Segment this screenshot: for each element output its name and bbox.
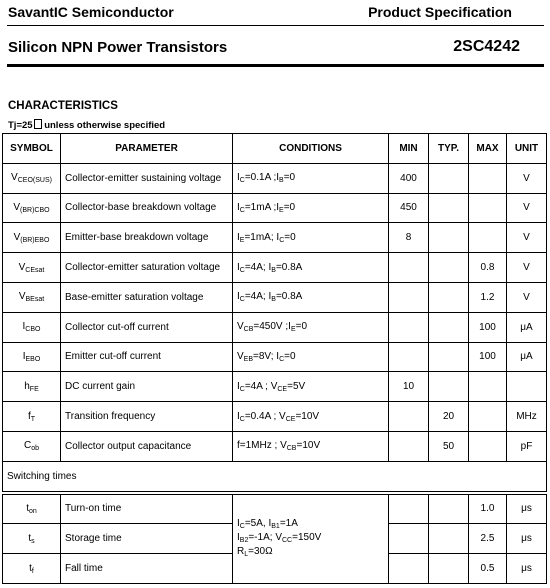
min-cell bbox=[389, 494, 429, 524]
max-cell bbox=[469, 431, 507, 461]
symbol-cell bbox=[3, 524, 61, 554]
parameter-cell: Transition frequency bbox=[61, 402, 233, 432]
max-cell: 100 bbox=[469, 312, 507, 342]
conditions-cell: $I_C=1mA$ $;I_E=0$ bbox=[233, 193, 389, 223]
parameter-cell: Fall time bbox=[61, 554, 233, 584]
symbol-cell bbox=[3, 163, 61, 193]
min-cell: 450 bbox=[389, 193, 429, 223]
symbol-base: t bbox=[26, 502, 29, 514]
symbol-base: V bbox=[13, 201, 21, 213]
max-cell: 100 bbox=[469, 342, 507, 372]
typ-cell bbox=[429, 372, 469, 402]
symbol-cell bbox=[3, 342, 61, 372]
conditions-cell: $I_C=4A$ ; $V_{CE}=5V$ bbox=[233, 372, 389, 402]
symbol-base: V bbox=[18, 261, 26, 273]
symbol-base: V bbox=[13, 231, 21, 243]
symbol-base: I bbox=[22, 350, 26, 362]
spec-label: Product Specification bbox=[368, 4, 512, 20]
typ-cell bbox=[429, 282, 469, 312]
symbol-cell bbox=[3, 402, 61, 432]
parameter-cell: Emitter cut-off current bbox=[61, 342, 233, 372]
min-cell bbox=[389, 312, 429, 342]
typ-cell bbox=[429, 223, 469, 253]
max-cell: 0.5 bbox=[469, 554, 507, 584]
unit-cell: μs bbox=[507, 554, 547, 584]
switching-times-row bbox=[3, 461, 547, 491]
parameter-cell: Emitter-base breakdown voltage bbox=[61, 223, 233, 253]
header-divider bbox=[7, 25, 544, 26]
part-number: 2SC4242 bbox=[453, 38, 520, 55]
max-cell bbox=[469, 193, 507, 223]
symbol-cell bbox=[3, 253, 61, 283]
parameter-cell: Collector cut-off current bbox=[61, 312, 233, 342]
symbol-base: I bbox=[22, 321, 26, 333]
table-header-row bbox=[3, 134, 547, 164]
parameter-cell: Storage time bbox=[61, 524, 233, 554]
table-row bbox=[3, 223, 547, 253]
title-divider bbox=[7, 64, 544, 67]
symbol-subscript: EBO bbox=[25, 355, 41, 363]
symbol-cell bbox=[3, 494, 61, 524]
symbol-cell bbox=[3, 431, 61, 461]
symbol-base: t bbox=[29, 562, 32, 574]
min-cell bbox=[389, 282, 429, 312]
col-header-min: MIN bbox=[389, 134, 429, 164]
col-header-unit: UNIT bbox=[507, 134, 547, 164]
conditions-cell: $I_C=4A$; $I_B=0.8A$ bbox=[233, 253, 389, 283]
table-row bbox=[3, 402, 547, 432]
col-header-conditions: CONDITIONS bbox=[233, 134, 389, 164]
min-cell: 400 bbox=[389, 163, 429, 193]
unit-cell: V bbox=[507, 193, 547, 223]
unit-cell: V bbox=[507, 282, 547, 312]
condition-note bbox=[8, 119, 165, 131]
max-cell bbox=[469, 223, 507, 253]
typ-cell bbox=[429, 163, 469, 193]
max-cell bbox=[469, 372, 507, 402]
document-title: Silicon NPN Power Transistors bbox=[8, 39, 228, 56]
max-cell bbox=[469, 163, 507, 193]
conditions-cell: $I_E=1mA$; $I_C=0$ bbox=[233, 223, 389, 253]
table-row bbox=[3, 431, 547, 461]
unit-cell: μs bbox=[507, 494, 547, 524]
table-row bbox=[3, 494, 547, 524]
symbol-subscript: ob bbox=[31, 445, 40, 453]
max-cell: 0.8 bbox=[469, 253, 507, 283]
min-cell bbox=[389, 342, 429, 372]
table-row bbox=[3, 163, 547, 193]
typ-cell bbox=[429, 342, 469, 372]
parameter-cell: Collector output capacitance bbox=[61, 431, 233, 461]
parameter-cell: Collector-emitter sustaining voltage bbox=[61, 163, 233, 193]
min-cell bbox=[389, 431, 429, 461]
symbol-subscript: CEO(SUS) bbox=[17, 177, 52, 185]
switching-condition-line: $R_L=30\Omega$ bbox=[237, 545, 273, 558]
symbol-base: C bbox=[23, 440, 32, 452]
conditions-cell: $V_{CB}=450V$ $;I_E=0$ bbox=[233, 312, 389, 342]
switching-times-label: Switching times bbox=[3, 461, 547, 491]
unit-cell: μs bbox=[507, 524, 547, 554]
min-cell bbox=[389, 524, 429, 554]
max-cell: 1.0 bbox=[469, 494, 507, 524]
conditions-cell: $V_{EB}=8V$; $I_C=0$ bbox=[233, 342, 389, 372]
typ-cell bbox=[429, 494, 469, 524]
symbol-cell bbox=[3, 312, 61, 342]
min-cell bbox=[389, 554, 429, 584]
parameter-cell: Collector-base breakdown voltage bbox=[61, 193, 233, 223]
company-name: SavantIC Semiconductor bbox=[8, 4, 174, 20]
switching-condition-line: $I_{B2}=-1A$; $V_{CC}=150V$ bbox=[237, 531, 322, 544]
symbol-subscript: CEsat bbox=[25, 266, 45, 274]
section-title: CHARACTERISTICS bbox=[8, 100, 118, 112]
typ-cell bbox=[429, 312, 469, 342]
symbol-subscript: f bbox=[31, 567, 34, 575]
symbol-subscript: T bbox=[30, 415, 36, 423]
min-cell bbox=[389, 402, 429, 432]
symbol-base: t bbox=[28, 532, 32, 544]
table-row bbox=[3, 253, 547, 283]
unit-cell: pF bbox=[507, 431, 547, 461]
table-row bbox=[3, 193, 547, 223]
typ-cell bbox=[429, 193, 469, 223]
symbol-subscript: FE bbox=[29, 385, 39, 393]
table-row bbox=[3, 372, 547, 402]
symbol-subscript: s bbox=[31, 537, 35, 545]
min-cell: 8 bbox=[389, 223, 429, 253]
typ-cell bbox=[429, 524, 469, 554]
table-row bbox=[3, 312, 547, 342]
max-cell: 1.2 bbox=[469, 282, 507, 312]
conditions-cell: $I_C=4A$; $I_B=0.8A$ bbox=[233, 282, 389, 312]
symbol-base: f bbox=[27, 410, 31, 422]
min-cell bbox=[389, 253, 429, 283]
parameter-cell: Collector-emitter saturation voltage bbox=[61, 253, 233, 283]
unit-cell bbox=[507, 372, 547, 402]
symbol-subscript: (BR)CBO bbox=[20, 206, 50, 214]
col-header-max: MAX bbox=[469, 134, 507, 164]
col-header-symbol: SYMBOL bbox=[3, 134, 61, 164]
col-header-parameter: PARAMETER bbox=[61, 134, 233, 164]
typ-cell: 20 bbox=[429, 402, 469, 432]
switching-condition-line: $I_C=5A$, $I_{B1}=1A$ bbox=[237, 517, 298, 530]
symbol-cell bbox=[3, 282, 61, 312]
unit-cell: V bbox=[507, 163, 547, 193]
unit-cell: V bbox=[507, 223, 547, 253]
conditions-cell: $I_C=0.1A$ $;I_B=0$ bbox=[233, 163, 389, 193]
symbol-subscript: CBO bbox=[25, 326, 41, 334]
unit-cell: MHz bbox=[507, 402, 547, 432]
symbol-subscript: BEsat bbox=[25, 296, 45, 304]
symbol-base: V bbox=[11, 172, 18, 184]
conditions-cell: $I_C=0.4A$ ; $V_{CE}=10V$ bbox=[233, 402, 389, 432]
typ-cell bbox=[429, 554, 469, 584]
condition-note-prefix: Tj=25 bbox=[8, 120, 33, 131]
switching-conditions-cell bbox=[233, 494, 389, 583]
max-cell bbox=[469, 402, 507, 432]
symbol-cell bbox=[3, 372, 61, 402]
degree-symbol-box bbox=[34, 119, 42, 129]
conditions-cell: f=1MHz ; $V_{CB}=10V$ bbox=[233, 431, 389, 461]
parameter-cell: Turn-on time bbox=[61, 494, 233, 524]
symbol-base: V bbox=[18, 291, 26, 303]
unit-cell: V bbox=[507, 253, 547, 283]
symbol-base: h bbox=[24, 380, 30, 392]
condition-note-suffix: unless otherwise specified bbox=[41, 120, 166, 131]
typ-cell bbox=[429, 253, 469, 283]
parameter-cell: Base-emitter saturation voltage bbox=[61, 282, 233, 312]
unit-cell: μA bbox=[507, 342, 547, 372]
col-header-typ: TYP. bbox=[429, 134, 469, 164]
min-cell: 10 bbox=[389, 372, 429, 402]
symbol-cell bbox=[3, 193, 61, 223]
characteristics-table bbox=[2, 133, 547, 584]
table-row bbox=[3, 282, 547, 312]
parameter-cell: DC current gain bbox=[61, 372, 233, 402]
symbol-subscript: on bbox=[28, 507, 37, 515]
max-cell: 2.5 bbox=[469, 524, 507, 554]
unit-cell: μA bbox=[507, 312, 547, 342]
typ-cell: 50 bbox=[429, 431, 469, 461]
symbol-cell bbox=[3, 554, 61, 584]
table-row bbox=[3, 342, 547, 372]
symbol-cell bbox=[3, 223, 61, 253]
symbol-subscript: (BR)EBO bbox=[20, 236, 50, 244]
